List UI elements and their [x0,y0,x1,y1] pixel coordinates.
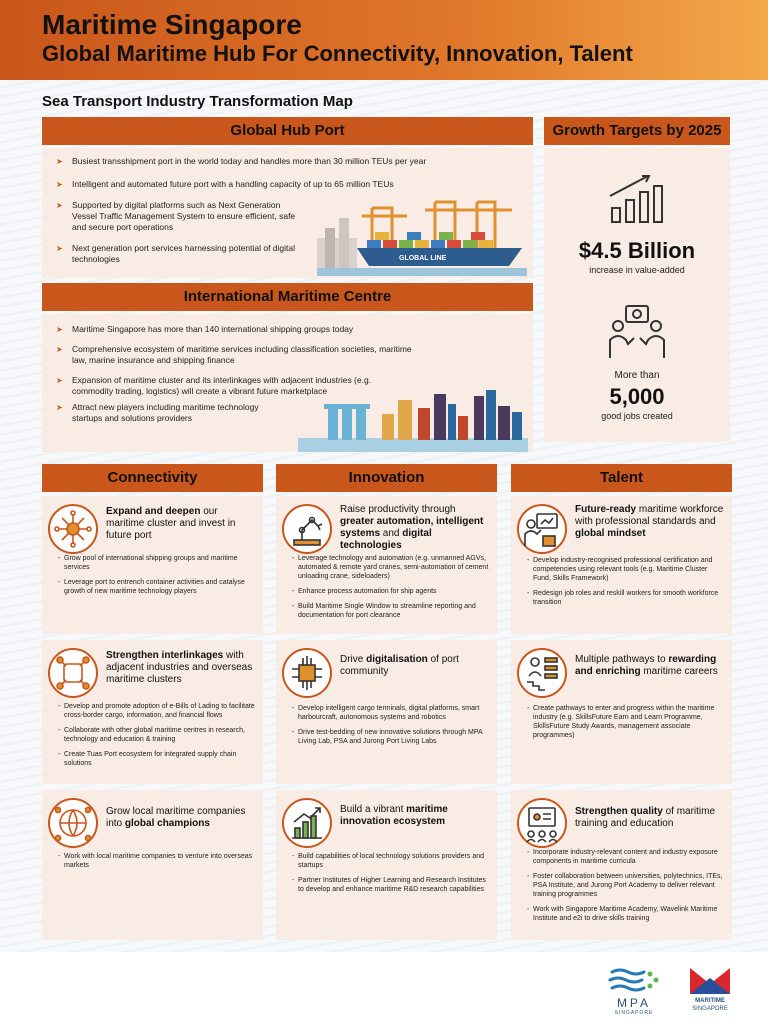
list-item: ➤ Maritime Singapore has more than 140 international shipping groups today [52,324,412,335]
port-cranes-illustration [317,198,527,276]
list-item: - Create Tuas Port ecosystem for integrated supply chain solutions [58,750,258,768]
mpa-subname: SINGAPORE [614,1010,654,1016]
international-maritime-centre-bar: International Maritime Centre [42,283,533,311]
jobs-caption: good jobs created [601,411,673,421]
list-item: - Incorporate industry-relevant content and industry exposure components in maritime curricula [527,848,727,866]
list-item: - Build Maritime Single Window to streamline reporting and documentation for port clearance [292,602,492,620]
interlink-nodes-icon [48,648,98,698]
list-item: - Develop and promote adoption of e-Bills of Lading to facilitate cross-border cargo, information, and financial flows [58,702,258,720]
connectivity-column-bar: Connectivity [42,464,263,492]
maritime-singapore-logo [686,966,734,1020]
card-heading: Expand and deepen our maritime cluster and invest in future port [106,506,236,541]
list-item: - Leverage technology and automation (e.g. unmanned AGVs, automated & remote yard cranes, semi-automation of cement unloading crane, sideloaders) [292,554,492,581]
presenter-icon [517,504,567,554]
list-item: ➤ Expansion of maritime cluster and its interlinkages with adjacent industries (e.g. commodity trading, logistics) will create a vibrant future marketplace [52,375,412,397]
jobs-prefix: More than [614,370,660,381]
mpa-logo [606,966,662,1020]
list-item: - Collaborate with other global maritime centres in research, technology and education & training [58,726,258,744]
bar-growth-icon [608,174,664,226]
global-hub-port-bar: Global Hub Port [42,117,533,145]
ms-line1: MARITIME [695,998,725,1004]
innovation-card-1 [276,496,497,634]
page-subtitle: Global Maritime Hub For Connectivity, Innovation, Talent [42,41,633,66]
people-discussion-icon [606,304,668,360]
maritime-singapore-mark-icon [686,966,734,996]
header-banner [0,0,768,80]
list-item: ➤ Next generation port services harnessing potential of digital technologies [52,243,302,265]
talent-card-2 [511,640,732,784]
list-item: - Leverage port to entrench container activities and catalyse growth of new maritime technology players [58,578,258,596]
growth-targets-bar: Growth Targets by 2025 [544,117,730,145]
list-item: - Grow pool of international shipping groups and maritime services [58,554,258,572]
card-heading: Strengthen quality of maritime training and education [575,806,716,829]
mpa-waves-icon [606,966,662,996]
training-screen-icon [517,798,567,848]
list-item: - Create pathways to enter and progress within the maritime industry (e.g. SkillsFuture Earn and Learn Programme, SkillsFuture Study Awards, management associate programmes) [527,704,727,740]
map-title: Sea Transport Industry Transformation Map [42,93,353,110]
circuit-chip-icon [282,648,332,698]
list-item: - Foster collaboration between universities, polytechnics, ITEs, PSA Institute, and Jurong Port Academy to deliver relevant training programmes [527,872,727,899]
list-item: ➤ Supported by digital platforms such as Next Generation Vessel Traffic Management System to ensure efficient, safe and secure port operations [52,200,302,233]
ms-line2: SINGAPORE [692,1006,728,1012]
jobs-target: 5,000 [609,384,665,409]
talent-column-bar: Talent [511,464,732,492]
list-item: ➤ Busiest transshipment port in the world today and handles more than 30 million TEUs per year [52,156,452,167]
list-item: - Enhance process automation for ship agents [292,587,492,596]
list-item: - Redesign job roles and reskill workers for smooth workforce transition [527,589,727,607]
connectivity-card-2 [42,640,263,784]
list-item: - Work with local maritime companies to venture into overseas markets [58,852,258,870]
list-item: ➤ Intelligent and automated future port with a handling capacity of up to 65 million TEUs [52,179,452,190]
list-item: - Drive test-bedding of new innovative solutions through MPA Living Lab, PSA and Jurong Port Living Labs [292,728,492,746]
list-item: - Partner Institutes of Higher Learning and Research Institutes to develop and enhance maritime R&D research capabilities [292,876,492,894]
innovation-column-bar: Innovation [276,464,497,492]
growth-targets-panel [544,148,730,442]
card-heading: Build a vibrant maritime innovation ecosystem [340,804,448,827]
global-hub-port-panel [42,148,533,278]
connectivity-card-3 [42,790,263,940]
list-item: - Develop industry-recognised professional certification and competencies using relevant tools (e.g. Maritime Cluster Fund, Skills Framework) [527,556,727,583]
list-item: - Develop intelligent cargo terminals, digital platforms, smart harbourcraft, autonomous systems and robotics [292,704,492,722]
value-added-target: $4.5 Billion [578,238,696,263]
card-heading: Future-ready maritime workforce with professional standards and global mindset [575,504,724,539]
network-hub-icon [48,504,98,554]
city-skyline-illustration [298,388,528,452]
card-heading: Multiple pathways to rewarding and enriching maritime careers [575,654,718,677]
list-item: - Work with Singapore Maritime Academy, Wavelink Maritime Institute and e2i to drive skills training [527,905,727,923]
international-maritime-centre-panel [42,314,533,452]
list-item: - Build capabilities of local technology solutions providers and startups [292,852,492,870]
robot-arm-icon [282,504,332,554]
innovation-card-3 [276,790,497,940]
ship-label: GLOBAL LINE [399,255,447,262]
card-heading: Grow local maritime companies into global champions [106,806,246,829]
career-pathway-icon [517,648,567,698]
connectivity-card-1 [42,496,263,634]
innovation-card-2 [276,640,497,784]
card-heading: Strengthen interlinkages with adjacent industries and overseas maritime clusters [106,650,253,685]
talent-card-1 [511,496,732,634]
value-added-caption: increase in value-added [589,265,685,275]
card-heading: Raise productivity through greater automation, intelligent systems and digital technologies [340,504,484,551]
talent-card-3 [511,790,732,940]
list-item: ➤ Comprehensive ecosystem of maritime services including classification societies, maritime law, marine insurance and shipping finance [52,344,412,366]
globe-network-icon [48,798,98,848]
page-title: Maritime Singapore [42,9,302,40]
growth-ecosystem-icon [282,798,332,848]
card-heading: Drive digitalisation of port community [340,654,459,677]
list-item: ➤ Attract new players including maritime technology startups and solutions providers [52,402,262,424]
mpa-name: MPA [616,996,652,1010]
footer [0,952,768,1024]
